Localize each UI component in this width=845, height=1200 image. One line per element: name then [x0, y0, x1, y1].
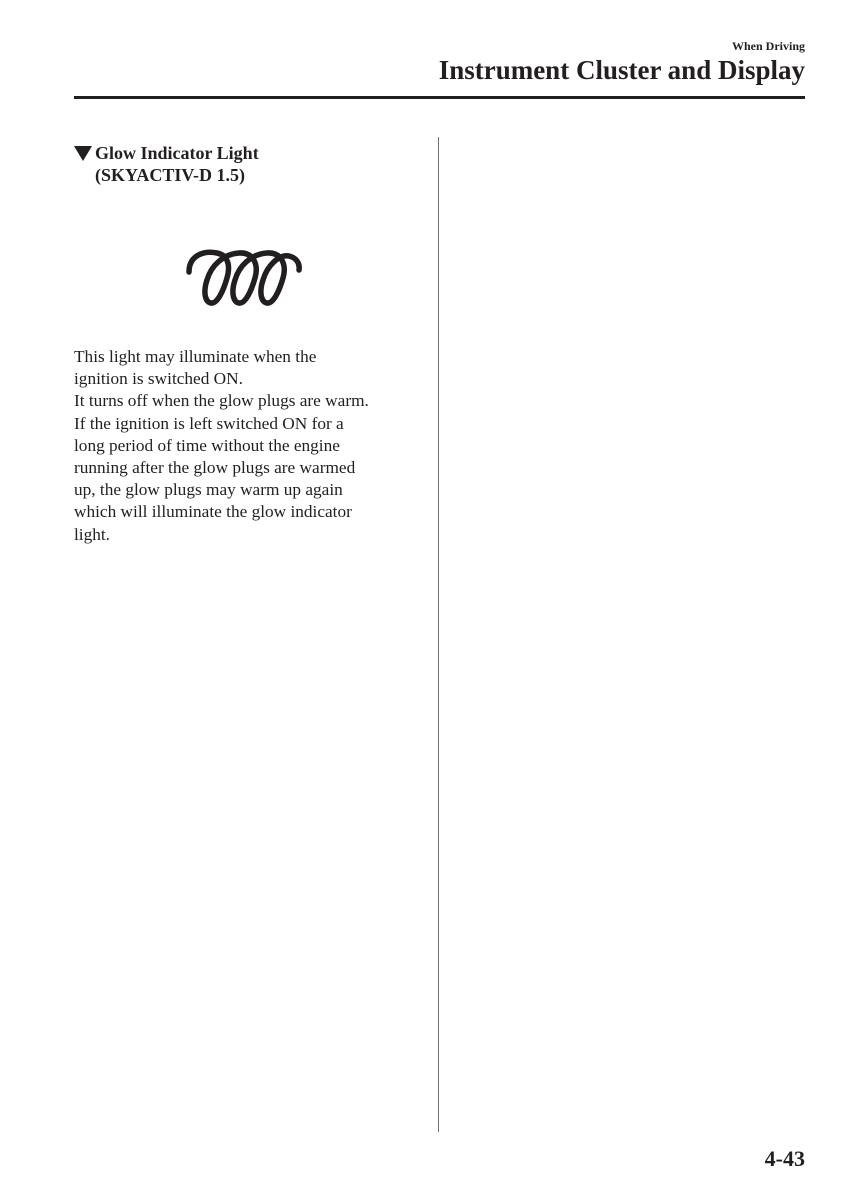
left-column	[74, 142, 419, 546]
text-line: If the ignition is left switched ON for a	[74, 413, 344, 433]
text-line: running after the glow plugs are warmed	[74, 458, 356, 478]
page-title: Instrument Cluster and Display	[438, 55, 805, 85]
triangle-marker-icon	[74, 146, 92, 161]
description-text	[74, 346, 419, 546]
column-divider	[438, 137, 439, 1132]
text-line: It turns off when the glow plugs are warm.	[74, 391, 369, 411]
text-line: long period of time without the engine	[74, 435, 340, 455]
text-line: up, the glow plugs may warm up again	[74, 480, 343, 500]
page-number: 4-43	[764, 1146, 805, 1171]
header-rule	[74, 96, 805, 99]
section-label: When Driving	[731, 39, 805, 53]
indicator-figure	[70, 240, 415, 308]
text-line: ignition is switched ON.	[74, 369, 243, 389]
heading-line-2: (SKYACTIV-D 1.5)	[95, 165, 246, 185]
glow-plug-coil-icon	[183, 240, 303, 308]
text-line: This light may illuminate when the	[74, 347, 317, 366]
heading-line-1: Glow Indicator Light	[95, 143, 259, 163]
text-line: which will illuminate the glow indicator	[74, 502, 352, 522]
section-heading	[74, 142, 419, 186]
text-line: light.	[74, 524, 111, 544]
